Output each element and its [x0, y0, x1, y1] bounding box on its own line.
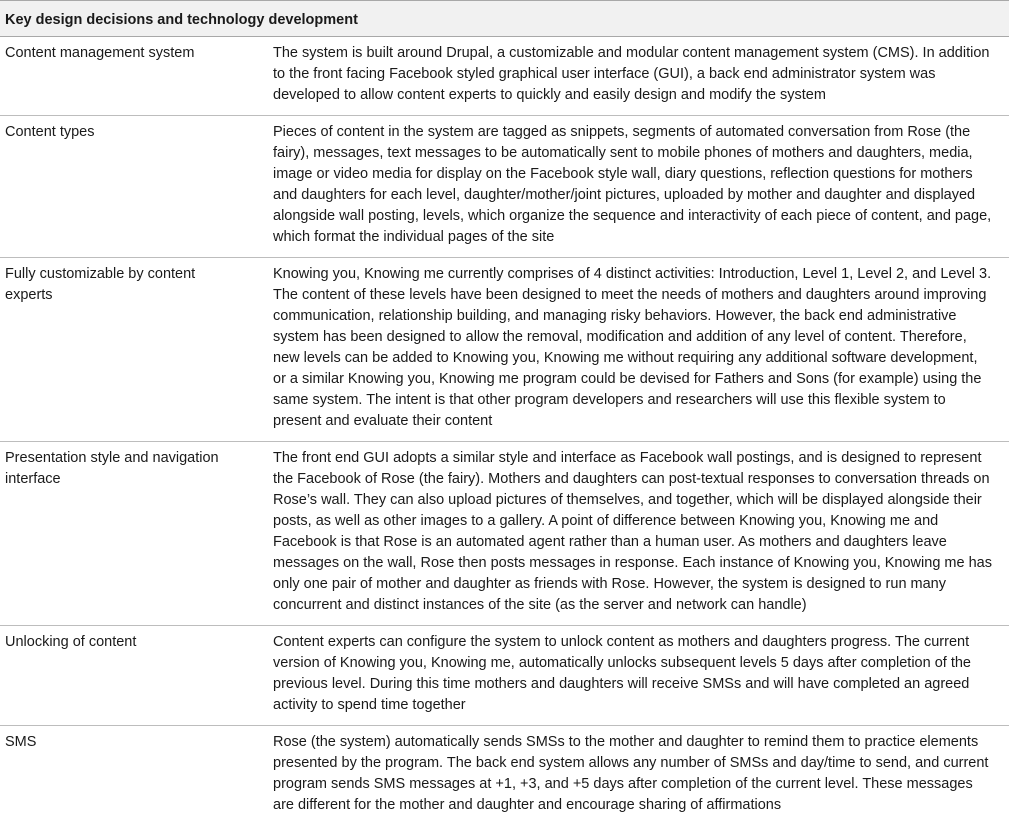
row-label: Presentation style and navigation interface [0, 442, 271, 626]
row-description: Content experts can configure the system to unlock content as mothers and daughters progress. The current version of Knowing you, Knowing me, automatically unlocks subsequent levels 5 days after completion of the previous level. During this time mothers and daughters will receive SMSs and will have completed an agreed activity to spend time together [271, 626, 1009, 726]
row-description: Rose (the system) automatically sends SMSs to the mother and daughter to remind them to practice elements presented by the program. The back end system allows any number of SMSs and day/time to send, and current program sends SMS messages at +1, +3, and +5 days after completion of the current level. These messages are different for the mother and daughter and encourage sharing of affirmations [271, 726, 1009, 825]
row-description: The system is built around Drupal, a customizable and modular content management system (CMS). In addition to the front facing Facebook styled graphical user interface (GUI), a back end administrator system was developed to allow content experts to quickly and easily design and modify the system [271, 37, 1009, 116]
row-description: The front end GUI adopts a similar style and interface as Facebook wall postings, and is designed to represent the Facebook of Rose (the fairy). Mothers and daughters can post-textual responses to conversation threads on Rose’s wall. They can also upload pictures of themselves, and together, which will be displayed alongside their posts, as well as other images to a gallery. A point of difference between Knowing you, Knowing me and Facebook is that Rose is an automated agent rather than a human user. As mothers and daughters leave messages on the wall, Rose then posts messages in response. Each instance of Knowing you, Knowing me has only one pair of mother and daughter as friends with Rose. However, the system is designed to run many concurrent and distinct instances of the site (as the server and network can handle) [271, 442, 1009, 626]
table-header [0, 1, 1009, 37]
row-label: Content management system [0, 37, 271, 116]
row-label: SMS [0, 726, 271, 825]
row-label: Content types [0, 116, 271, 258]
table-row [0, 626, 1009, 726]
table-row [0, 37, 1009, 116]
table-row [0, 726, 1009, 825]
row-label: Unlocking of content [0, 626, 271, 726]
table-body [0, 37, 1009, 825]
row-description: Knowing you, Knowing me currently comprises of 4 distinct activities: Introduction, Level 1, Level 2, and Level 3. The content of these levels have been designed to meet the needs of mothers and daughters around improving communication, relationship building, and managing risky behaviors. However, the back end administrative system has been designed to allow the removal, modification and addition of any level of content. Therefore, new levels can be added to Knowing you, Knowing me without requiring any additional software development, or a similar Knowing you, Knowing me program could be devised for Fathers and Sons (for example) using the same system. The intent is that other program developers and researchers will use this flexible system to present and evaluate their content [271, 258, 1009, 442]
table-row [0, 116, 1009, 258]
table-row [0, 258, 1009, 442]
row-description: Pieces of content in the system are tagged as snippets, segments of automated conversation from Rose (the fairy), messages, text messages to be automatically sent to mobile phones of mothers and daughters, media, image or video media for display on the Facebook style wall, diary questions, reflection questions for mothers and daughters for each level, daughter/mother/joint pictures, uploaded by mother and daughter and displayed alongside wall posting, levels, which organize the sequence and interactivity of each piece of content, and page, which format the individual pages of the site [271, 116, 1009, 258]
table-heading: Key design decisions and technology development [0, 1, 1009, 37]
header-row [0, 1, 1009, 37]
row-label: Fully customizable by content experts [0, 258, 271, 442]
table-row [0, 442, 1009, 626]
